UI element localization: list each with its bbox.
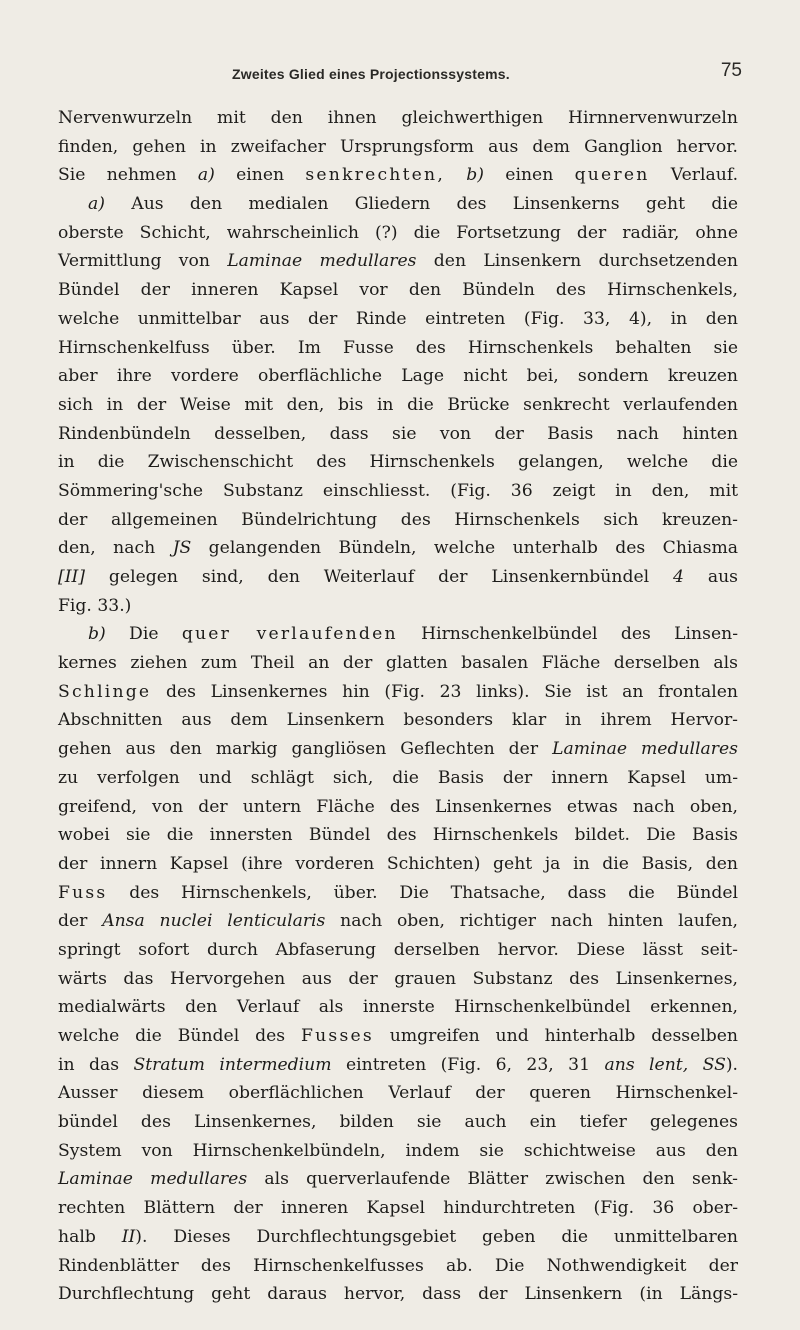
- text-line: [58, 735, 738, 764]
- text-line: [58, 161, 738, 190]
- text-line: Bündel der inneren Kapsel vor den Bündeln des Hirnschenkels,: [58, 280, 738, 301]
- text-line: welche unmittelbar aus der Rinde eintreten (Fig. 33, 4), in den: [58, 308, 738, 329]
- text-run-spaced: senkrechten,: [305, 165, 445, 186]
- text-line: [58, 190, 738, 219]
- text-run: in das: [58, 1054, 120, 1075]
- text-line: Rindenblätter des Hirnschenkelfusses ab. Die Nothwendigkeit der: [58, 1255, 738, 1276]
- text-line: rechten Blättern der inneren Kapsel hindurchtreten (Fig. 36 ober-: [58, 1198, 738, 1219]
- text-run: den Linsenkern durchsetzenden: [433, 251, 738, 272]
- text-run: des Hirnschenkels, über. Die Thatsache, dass die Bündel: [129, 882, 738, 903]
- text-run: nach oben, richtiger nach hinten laufen,: [340, 911, 739, 932]
- text-run: Vermittlung von: [58, 251, 210, 272]
- text-line: oberste Schicht, wahrscheinlich (?) die Fortsetzung der radiär, ohne: [58, 222, 738, 243]
- text-run-italic: Ansa nuclei lenticularis: [102, 911, 326, 932]
- text-line: Durchflechtung geht daraus hervor, dass der Linsenkern (in Längs-: [58, 1284, 738, 1305]
- text-line: medialwärts den Verlauf als innerste Hirnschenkelbündel erkennen,: [58, 997, 738, 1018]
- body-text: [58, 104, 738, 1309]
- text-run-italic: 4: [673, 567, 684, 587]
- text-run: als querverlaufende Blätter zwischen den senk-: [264, 1169, 738, 1190]
- text-line: der innern Kapsel (ihre vorderen Schichten) geht ja in die Basis, den: [58, 853, 738, 874]
- text-line: [58, 1223, 738, 1252]
- text-run: gelangenden Bündeln, welche unterhalb des Chiasma: [208, 538, 738, 559]
- text-line: wärts das Hervorgehen aus der grauen Substanz des Linsenkernes,: [58, 968, 738, 989]
- text-run-spaced: Fuss: [58, 882, 108, 903]
- text-run: Sie nehmen: [58, 165, 177, 186]
- text-run-italic: ans lent, SS: [604, 1054, 726, 1075]
- text-line: [58, 678, 738, 707]
- text-line: System von Hirnschenkelbündeln, indem sie schichtweise aus den: [58, 1140, 738, 1161]
- text-line: [58, 247, 738, 276]
- text-run-spaced: Schlinge: [58, 681, 152, 702]
- text-run-italic: a): [197, 165, 215, 186]
- text-line: finden, gehen in zweifacher Ursprungsform aus dem Ganglion hervor.: [58, 136, 738, 157]
- text-run-spaced: queren: [574, 165, 650, 186]
- text-run-italic: II: [121, 1226, 136, 1247]
- text-line: zu verfolgen und schlägt sich, die Basis der innern Kapsel um-: [58, 767, 738, 788]
- text-run: gehen aus den markig gangliösen Geflechten der: [58, 739, 539, 760]
- text-line: sich in der Weise mit den, bis in die Brücke senkrecht verlaufenden: [58, 394, 738, 415]
- text-line: [58, 1051, 738, 1080]
- text-run-spaced: Fusses: [301, 1026, 374, 1046]
- text-run: des Linsenkernes hin (Fig. 23 links). Sie ist an frontalen: [165, 681, 738, 702]
- text-line: kernes ziehen zum Theil an der glatten basalen Fläche derselben als: [58, 653, 738, 674]
- text-line: [58, 879, 738, 908]
- text-run: eintreten (Fig. 6, 23, 31: [345, 1054, 591, 1075]
- text-run-italic: a): [88, 194, 105, 215]
- text-line: in die Zwischenschicht des Hirnschenkels gelangen, welche die: [58, 452, 738, 473]
- text-run-italic: JS: [172, 538, 192, 559]
- text-line: [58, 1165, 738, 1194]
- text-run-italic: Laminae medullares: [227, 251, 417, 272]
- text-line: aber ihre vordere oberflächliche Lage nicht bei, sondern kreuzen: [58, 366, 738, 387]
- text-run: ).: [725, 1054, 739, 1075]
- text-run: Aus den medialen Gliedern des Linsenkerns geht die: [131, 194, 739, 215]
- text-run: umgreifen und hinterhalb desselben: [389, 1026, 738, 1046]
- text-line: [58, 534, 738, 563]
- text-line: [58, 1022, 738, 1051]
- text-run: Die: [129, 624, 159, 645]
- text-line: Abschnitten aus dem Linsenkern besonders klar in ihrem Hervor-: [58, 710, 738, 731]
- text-line: wobei sie die innersten Bündel des Hirnschenkels bildet. Die Basis: [58, 825, 738, 846]
- text-run: der: [58, 911, 88, 932]
- text-run-italic: b): [466, 165, 484, 186]
- running-head-title: Zweites Glied eines Projectionssystems.: [232, 66, 510, 82]
- text-line: [58, 563, 738, 592]
- text-line: bündel des Linsenkernes, bilden sie auch ein tiefer gelegenes: [58, 1112, 738, 1133]
- text-line: Ausser diesem oberflächlichen Verlauf der queren Hirnschenkel-: [58, 1083, 738, 1104]
- text-run: einen: [236, 165, 285, 186]
- text-run: gelegen sind, den Weiterlauf der Linsenkernbündel: [108, 567, 650, 587]
- text-line: Rindenbündeln desselben, dass sie von der Basis nach hinten: [58, 423, 738, 444]
- text-line: Sömmering'sche Substanz einschliesst. (Fig. 36 zeigt in den, mit: [58, 480, 738, 501]
- text-line: Hirnschenkelfuss über. Im Fusse des Hirnschenkels behalten sie: [58, 337, 738, 358]
- page-number: 75: [720, 60, 742, 81]
- text-run: den, nach: [58, 538, 156, 559]
- text-run-italic: b): [88, 624, 106, 645]
- text-run: welche die Bündel des: [58, 1026, 286, 1046]
- text-run: Verlauf.: [670, 165, 739, 186]
- text-run-italic: Laminae medullares: [552, 739, 738, 760]
- text-run-italic: Stratum intermedium: [133, 1054, 332, 1075]
- text-run-italic: Laminae medullares: [58, 1169, 248, 1190]
- text-run: halb: [58, 1226, 96, 1247]
- text-line: Nervenwurzeln mit den ihnen gleichwerthigen Hirnnervenwurzeln: [58, 108, 738, 128]
- text-run: ). Dieses Durchflechtungsgebiet geben die unmittelbaren: [135, 1226, 738, 1247]
- text-run: einen: [505, 165, 554, 186]
- text-line: Fig. 33.): [58, 595, 132, 616]
- text-line: springt sofort durch Abfaserung derselben hervor. Diese lässt seit-: [58, 939, 738, 960]
- text-line: der allgemeinen Bündelrichtung des Hirnschenkels sich kreuzen-: [58, 509, 738, 530]
- text-run-italic: [II]: [58, 567, 85, 587]
- running-head: [0, 62, 800, 88]
- text-line: [58, 907, 738, 936]
- text-run: aus: [707, 567, 738, 587]
- text-run-spaced: quer verlaufenden: [181, 624, 398, 645]
- text-run: Hirnschenkelbündel des Linsen-: [421, 624, 738, 645]
- text-line: [58, 620, 738, 649]
- text-line: greifend, von der untern Fläche des Linsenkernes etwas nach oben,: [58, 796, 738, 817]
